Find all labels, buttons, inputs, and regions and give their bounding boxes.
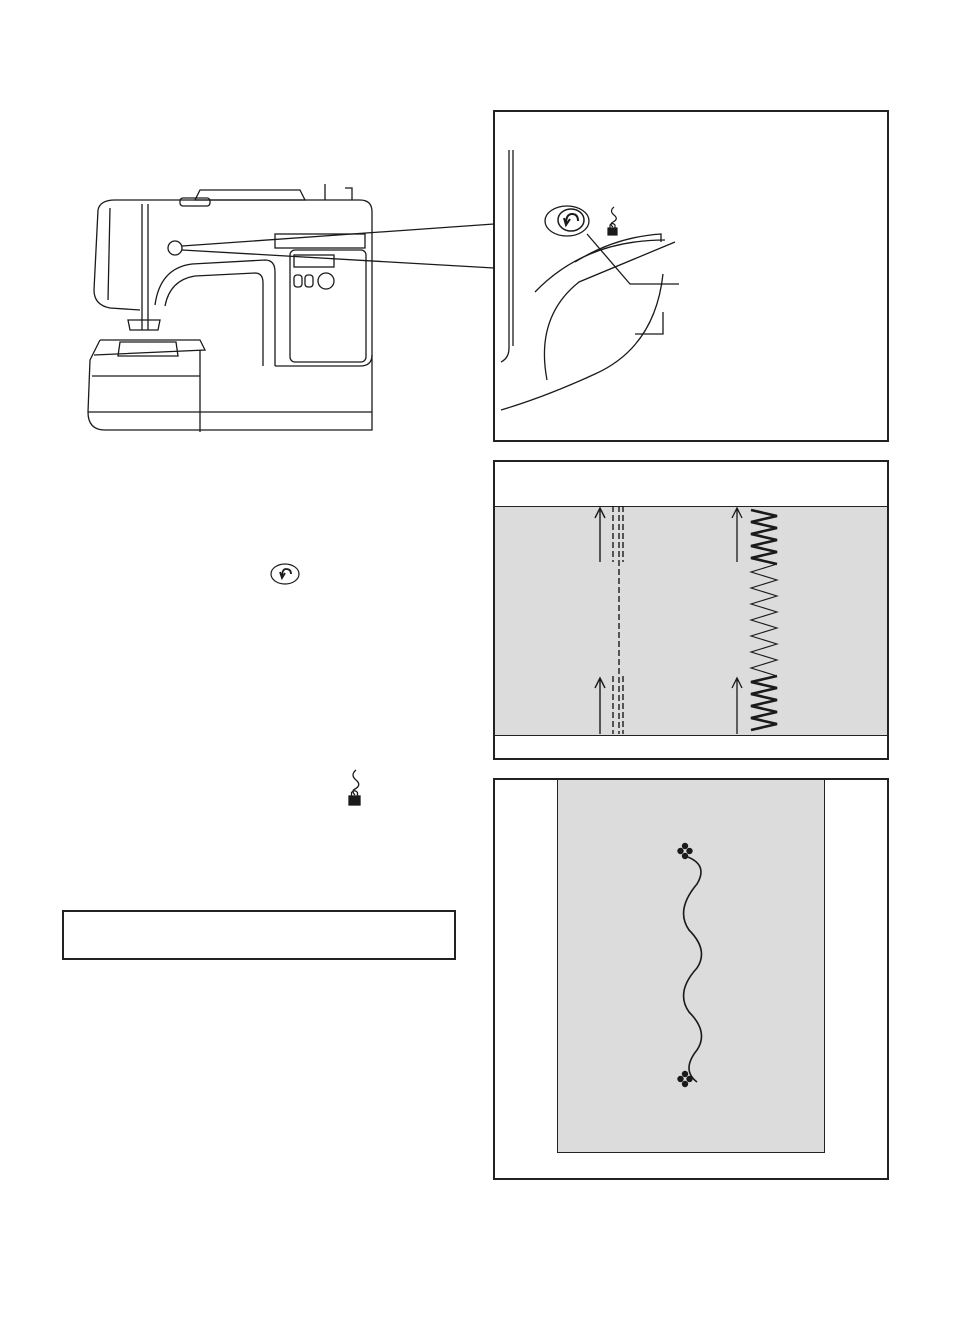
callout-detail-drawing bbox=[495, 112, 887, 440]
tie-off-knot-icon bbox=[677, 842, 693, 860]
auto-lock-stitch-icon bbox=[346, 768, 364, 806]
wavy-seam-icon bbox=[557, 780, 823, 1152]
lock-stitch-panel bbox=[493, 778, 889, 1180]
sewing-machine-icon bbox=[80, 180, 390, 440]
tie-off-knot-icon bbox=[677, 1070, 693, 1088]
reverse-stitch-panel bbox=[493, 460, 889, 760]
callout-leader-line bbox=[585, 232, 685, 292]
callout-projection-lines bbox=[180, 220, 500, 280]
note-box bbox=[62, 910, 456, 960]
reverse-button-icon[interactable] bbox=[543, 204, 591, 238]
sewing-machine-illustration bbox=[80, 180, 390, 440]
zigzag-stitch-reverse-icon bbox=[495, 506, 887, 734]
reverse-button-icon bbox=[269, 562, 301, 586]
reverse-button-callout-panel bbox=[493, 110, 889, 442]
